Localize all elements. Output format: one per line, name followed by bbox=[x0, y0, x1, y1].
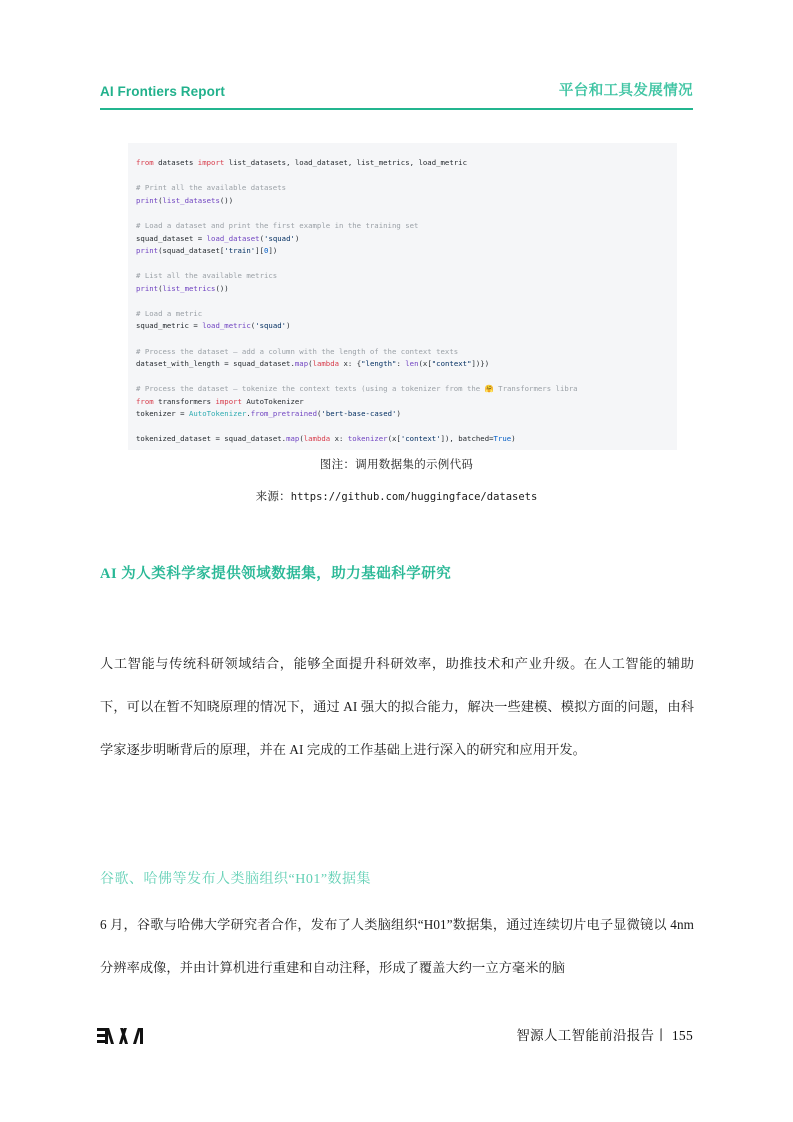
code-line bbox=[136, 220, 677, 233]
code-token: . bbox=[246, 409, 251, 419]
code-line bbox=[136, 358, 677, 371]
code-token: print bbox=[136, 246, 159, 256]
code-token: print bbox=[136, 283, 159, 293]
code-line bbox=[136, 207, 677, 220]
code-token: Transformers libra bbox=[493, 384, 578, 394]
code-token: 🤗 bbox=[484, 384, 494, 394]
code-line bbox=[136, 157, 677, 170]
code-token: = bbox=[197, 233, 203, 243]
code-token: lambda bbox=[303, 434, 331, 444]
code-line bbox=[136, 258, 677, 271]
code-token: map bbox=[286, 434, 300, 444]
code-token: ( bbox=[250, 321, 256, 331]
header-divider bbox=[100, 108, 693, 110]
code-line bbox=[136, 383, 677, 396]
code-token: import bbox=[197, 158, 225, 168]
section-heading-main: AI 为人类科学家提供领域数据集，助力基础科学研究 bbox=[100, 566, 452, 582]
code-token: 'context' bbox=[400, 434, 441, 444]
code-token: ]), batched bbox=[440, 434, 490, 444]
code-token: "length" bbox=[361, 359, 397, 369]
code-token: print bbox=[136, 195, 159, 205]
code-line bbox=[136, 346, 677, 359]
code-line bbox=[136, 421, 677, 434]
code-token: ) bbox=[396, 409, 401, 419]
code-line bbox=[136, 170, 677, 183]
code-content bbox=[136, 157, 677, 446]
code-token: 0 bbox=[264, 246, 269, 256]
code-token: ()) bbox=[215, 283, 229, 293]
code-token: 'squad' bbox=[255, 321, 287, 331]
code-token: # Process the dataset – tokenize the context texts (using a tokenizer from the bbox=[136, 384, 485, 394]
code-token: from bbox=[136, 396, 154, 406]
code-token: load_metric bbox=[202, 321, 251, 331]
code-line bbox=[136, 195, 677, 208]
footer-page-number: 155 bbox=[671, 1028, 693, 1043]
footer-separator: 丨 bbox=[654, 1028, 669, 1043]
code-line bbox=[136, 233, 677, 246]
footer-report-name: 智源人工智能前沿报告 bbox=[516, 1028, 655, 1043]
page-header bbox=[100, 84, 693, 99]
code-token: from_pretrained bbox=[250, 409, 317, 419]
figure-caption: 图注：调用数据集的示例代码 bbox=[319, 459, 474, 471]
code-token: tokenizer bbox=[347, 434, 388, 444]
code-token: (x[ bbox=[418, 359, 432, 369]
code-token: = bbox=[193, 321, 198, 331]
code-token: ( bbox=[259, 233, 265, 243]
code-token: tokenizer bbox=[136, 409, 181, 419]
code-token: x: bbox=[330, 434, 348, 444]
code-token: # Process the dataset – add a column with the length of the context texts bbox=[136, 346, 459, 356]
code-token: squad_dataset. bbox=[219, 434, 287, 444]
code-token: ][ bbox=[255, 246, 265, 256]
code-token: ])}) bbox=[471, 359, 490, 369]
paragraph-main: 人工智能与传统科研领域结合，能够全面提升科研效率，助推技术和产业升级。在人工智能的辅助下，可以在暂不知晓原理的情况下，通过 AI 强大的拟合能力，解决一些建模、模拟方面的问题，由科学家逐步明晰背后的原理，并在 AI 完成的工作基础上进行深入的研究和应用开发。 bbox=[100, 656, 694, 757]
code-token: map bbox=[294, 359, 309, 369]
code-token: ( bbox=[316, 409, 322, 419]
code-token: from bbox=[136, 158, 154, 168]
figure-source-url: https://github.com/huggingface/datasets bbox=[290, 491, 538, 503]
code-token: # Print all the available datasets bbox=[136, 183, 287, 193]
code-token: ( bbox=[308, 359, 313, 369]
code-token: load_dataset bbox=[206, 233, 260, 243]
code-token: 'squad' bbox=[264, 233, 295, 243]
code-token: ( bbox=[299, 434, 304, 444]
code-token: import bbox=[215, 396, 242, 406]
figure-source bbox=[100, 488, 693, 504]
code-token: ()) bbox=[219, 195, 234, 205]
code-token: ( bbox=[158, 283, 163, 293]
footer-page-info bbox=[516, 1027, 693, 1044]
code-token: "context" bbox=[431, 359, 472, 369]
code-line bbox=[136, 245, 677, 258]
figure-source-label: 来源： bbox=[255, 491, 291, 503]
code-token: # Load a dataset and print the first example in the training set bbox=[136, 221, 419, 231]
code-token: ( bbox=[158, 195, 163, 205]
code-line bbox=[136, 295, 677, 308]
code-token: (x[ bbox=[387, 434, 401, 444]
code-token: : bbox=[396, 359, 406, 369]
code-token: = bbox=[180, 409, 185, 419]
code-token: lambda bbox=[312, 359, 340, 369]
header-report-title: AI Frontiers Report bbox=[100, 84, 225, 99]
code-line bbox=[136, 433, 677, 446]
code-token: tokenized_dataset bbox=[136, 434, 216, 444]
code-line bbox=[136, 308, 677, 321]
code-token: AutoTokenizer bbox=[188, 409, 247, 419]
code-token: = bbox=[224, 359, 229, 369]
code-token: list_datasets bbox=[162, 195, 220, 205]
baai-logo bbox=[97, 1027, 143, 1044]
code-line bbox=[136, 283, 677, 296]
paragraph-sub: 6 月，谷歌与哈佛大学研究者合作，发布了人类脑组织“H01”数据集，通过连续切片电子显微镜以 4nm 分辨率成像，并由计算机进行重建和自动注释，形成了覆盖大约一立方毫米的脑 bbox=[100, 917, 694, 975]
code-block bbox=[128, 143, 677, 450]
code-token: AutoTokenizer bbox=[241, 396, 304, 406]
code-token: datasets bbox=[153, 158, 198, 168]
code-token: (squad_dataset[ bbox=[158, 246, 225, 256]
code-token: len bbox=[405, 359, 419, 369]
section-heading-sub: 谷歌、哈佛等发布人类脑组织“H01”数据集 bbox=[100, 872, 372, 887]
header-section-title: 平台和工具发展情况 bbox=[558, 83, 693, 99]
code-token: transformers bbox=[153, 396, 216, 406]
code-token: list_datasets, load_dataset, list_metrics, load_metric bbox=[224, 158, 468, 168]
code-token: # List all the available metrics bbox=[136, 271, 278, 281]
code-token: list_metrics bbox=[162, 283, 216, 293]
code-token: ) bbox=[511, 434, 516, 444]
code-token: = bbox=[215, 434, 220, 444]
code-token: ]) bbox=[268, 246, 278, 256]
code-token: x: { bbox=[339, 359, 362, 369]
logo-glyph-i bbox=[140, 1028, 143, 1044]
code-line bbox=[136, 182, 677, 195]
code-token: 'bert-base-cased' bbox=[321, 409, 397, 419]
code-token: ) bbox=[286, 321, 291, 331]
code-line bbox=[136, 408, 677, 421]
code-line bbox=[136, 396, 677, 409]
code-token: 'train' bbox=[224, 246, 256, 256]
code-token: dataset_with_length bbox=[136, 359, 225, 369]
code-token: = bbox=[489, 434, 494, 444]
code-token: squad_metric bbox=[136, 321, 194, 331]
code-token: squad_dataset. bbox=[228, 359, 295, 369]
code-token: # Load a metric bbox=[136, 308, 203, 318]
code-line bbox=[136, 371, 677, 384]
code-line bbox=[136, 333, 677, 346]
code-line bbox=[136, 320, 677, 333]
code-line bbox=[136, 270, 677, 283]
code-token: True bbox=[493, 434, 512, 444]
code-token: squad_dataset bbox=[136, 233, 198, 243]
logo-glyph-a2 bbox=[125, 1028, 136, 1044]
code-token: ) bbox=[294, 233, 300, 243]
